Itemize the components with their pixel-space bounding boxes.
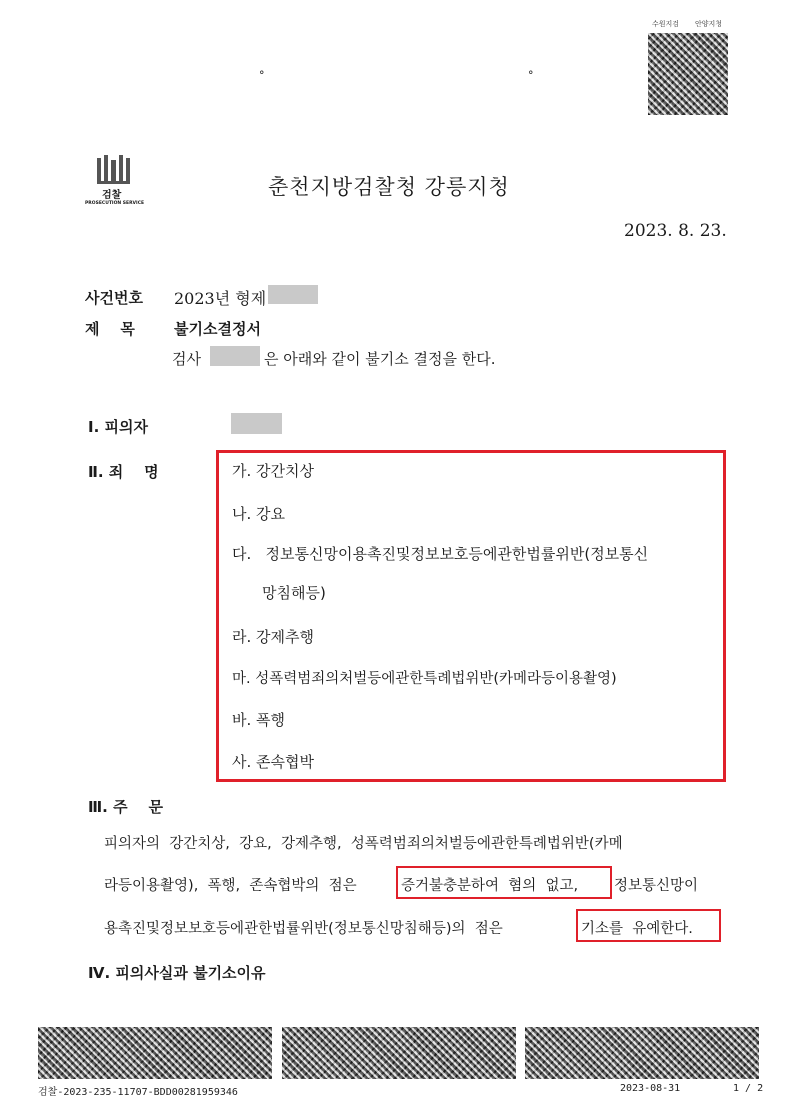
logo-text: 검찰 — [102, 190, 122, 201]
decision-line-3a: 용촉진및정보보호등에관한법률위반(정보통신망침해등)의 점은 — [104, 921, 503, 937]
charges-highlight-box — [216, 450, 726, 782]
suspect-label: Ⅰ. 피의자 — [88, 418, 148, 436]
subject-value: 불기소결정서 — [174, 320, 261, 338]
agency-title: 춘천지방검찰청 강릉지청 — [268, 175, 510, 199]
charge-item: 사. 존속협박 — [232, 753, 314, 771]
stamp-office-1: 수원지검 — [652, 20, 680, 28]
case-number-value: 2023년 형제 — [174, 289, 267, 308]
charges-label: Ⅱ. 죄 명 — [88, 463, 159, 481]
document-id: 검찰-2023-235-11707-BDD00281959346 — [38, 1087, 238, 1098]
document-date: 2023. 8. 23. — [624, 221, 727, 241]
decision-line-2c: 정보통신망이 — [614, 878, 699, 894]
barcode-left — [38, 1027, 272, 1079]
prosecution-logo — [85, 155, 145, 211]
case-number-label: 사건번호 — [85, 289, 143, 307]
decision-line-1: 피의자의 강간치상, 강요, 강제추행, 성폭력범죄의처벌등에관한특례법위반(카메 — [104, 836, 623, 852]
charge-item: 나. 강요 — [232, 505, 286, 523]
decision-line-3b: 기소를 유예한다. — [581, 921, 693, 937]
decision-label: Ⅲ. 주 문 — [88, 798, 163, 816]
charge-item: 바. 폭행 — [232, 711, 286, 729]
decision-line-2b: 증거불충분하여 혐의 없고, — [401, 878, 579, 894]
barcode-middle — [282, 1027, 516, 1079]
decision-line-2a: 라등이용촬영), 폭행, 존속협박의 점은 — [104, 878, 357, 894]
scale-icon — [95, 155, 135, 185]
barcode-right — [525, 1027, 759, 1079]
redacted-case-number — [268, 285, 318, 304]
redacted-prosecutor-name — [210, 346, 260, 366]
subject-label: 제 목 — [85, 320, 135, 338]
stamp-office-2: 안양지청 — [695, 20, 723, 28]
intro-suffix: 은 아래와 같이 불기소 결정을 한다. — [264, 350, 496, 368]
charge-item: 라. 강제추행 — [232, 628, 314, 646]
charge-item: 가. 강간치상 — [232, 462, 314, 480]
redacted-suspect-name — [231, 413, 282, 434]
logo-subtext: PROSECUTION SERVICE — [85, 201, 145, 206]
print-date: 2023-08-31 — [620, 1083, 681, 1094]
facts-label: Ⅳ. 피의사실과 불기소이유 — [88, 964, 266, 982]
intro-prefix: 검사 — [172, 350, 201, 368]
charge-item: 다. 정보통신망이용촉진및정보보호등에관한법률위반(정보통신 — [232, 545, 649, 563]
dot-mark: ° — [259, 69, 265, 82]
charge-item: 마. 성폭력범죄의처벌등에관한특례법위반(카메라등이용촬영) — [232, 671, 617, 687]
qr-code — [648, 33, 728, 115]
dot-mark: ° — [528, 69, 534, 82]
charge-item-continuation: 망침해등) — [262, 584, 326, 602]
page-number: 1 / 2 — [733, 1083, 764, 1094]
